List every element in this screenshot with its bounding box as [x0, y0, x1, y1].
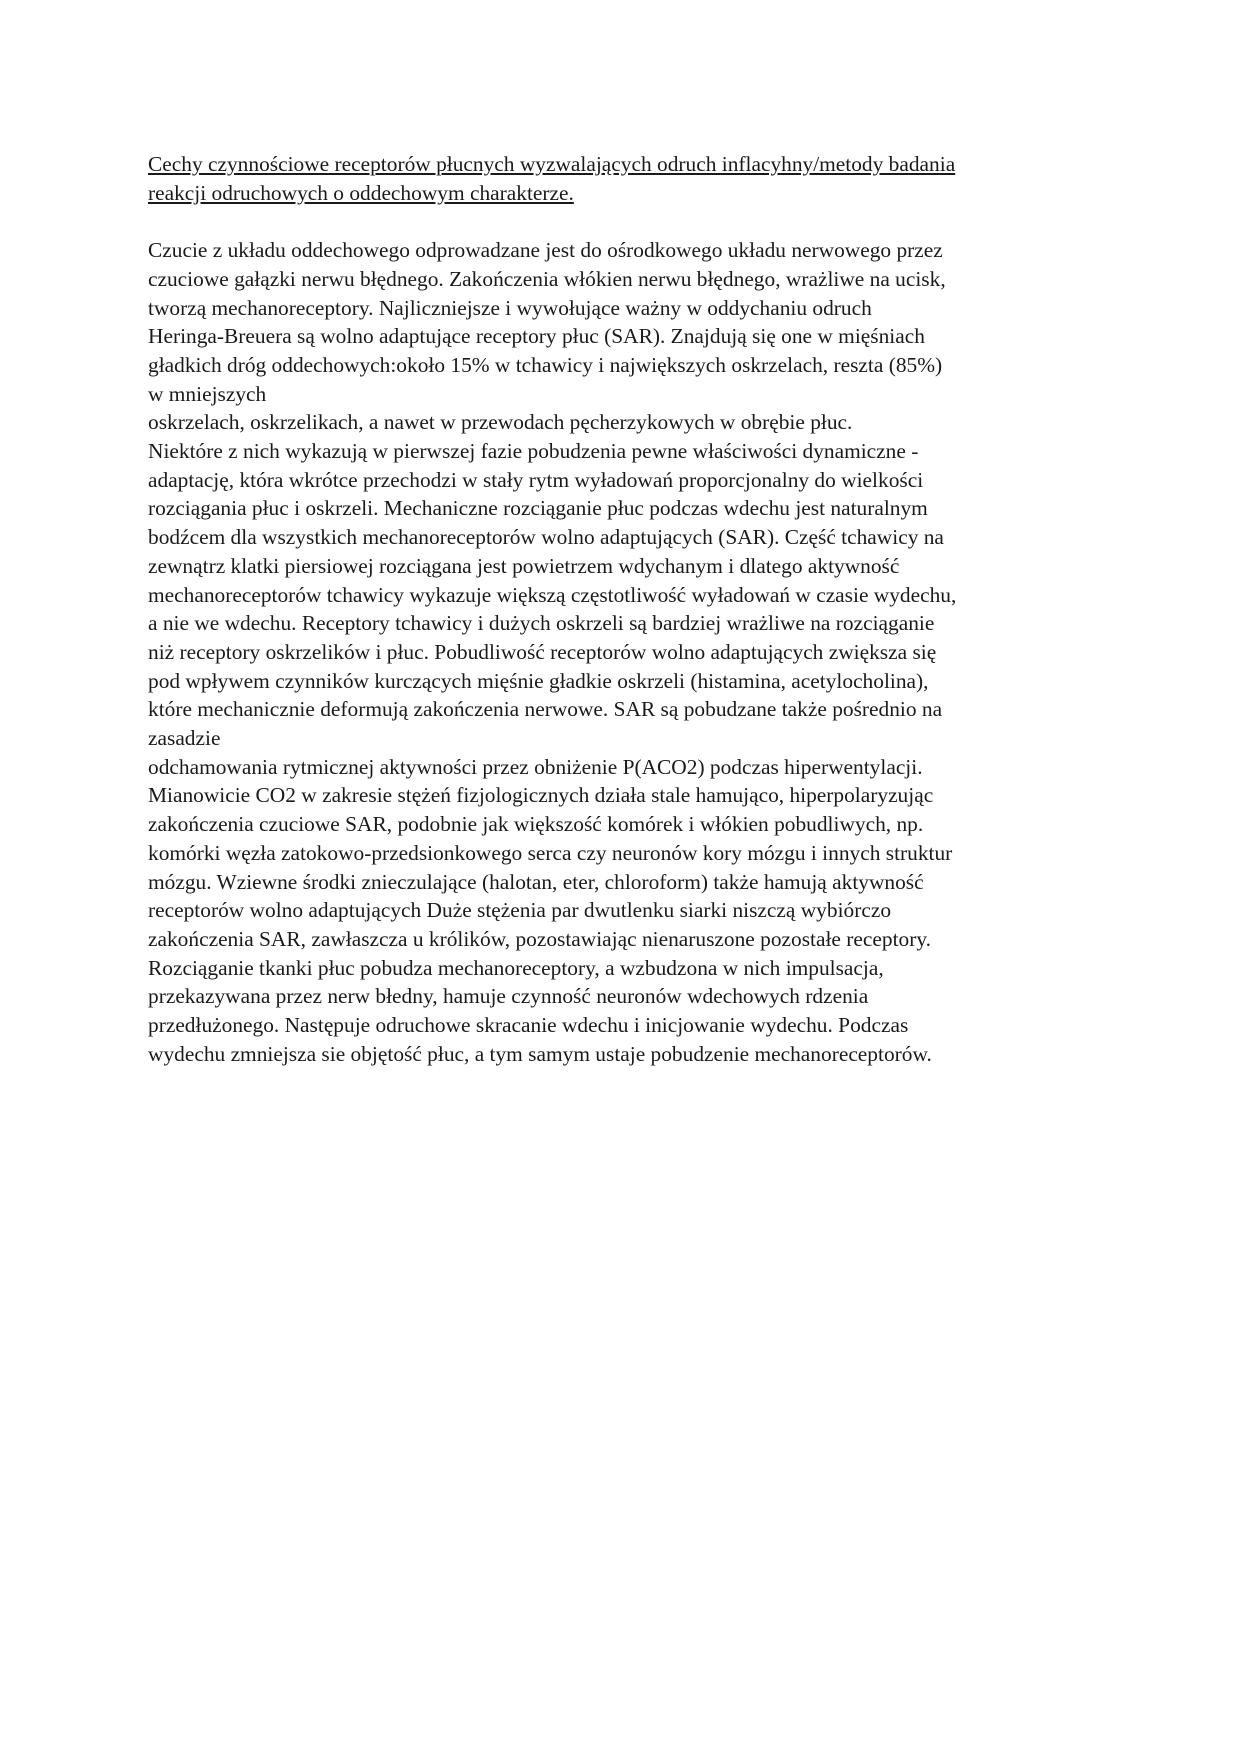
- body-line: mózgu. Wziewne środki znieczulające (halotan, eter, chloroform) także hamują aktywność: [148, 869, 924, 894]
- body-line: Czucie z układu oddechowego odprowadzane jest do ośrodkowego układu nerwowego przez: [148, 238, 943, 263]
- body-line: oskrzelach, oskrzelikach, a nawet w przewodach pęcherzykowych w obrębie płuc.: [148, 410, 853, 435]
- body-line: przedłużonego. Następuje odruchowe skracanie wdechu i inicjowanie wydechu. Podczas: [148, 1013, 909, 1038]
- body-line: adaptację, która wkrótce przechodzi w stały rytm wyładowań proporcjonalny do wielkości: [148, 467, 924, 492]
- body-line: Niektóre z nich wykazują w pierwszej fazie pobudzenia pewne właściwości dynamiczne -: [148, 439, 919, 464]
- title-line: Cechy czynnościowe receptorów płucnych wyzwalających odruch inflacyhny/metody badania: [148, 152, 956, 176]
- body-line: a nie we wdechu. Receptory tchawicy i dużych oskrzeli są bardziej wrażliwe na rozciąganie: [148, 611, 935, 636]
- body-line: zakończenia SAR, zawłaszcza u królików, pozostawiając nienaruszone pozostałe receptory.: [148, 926, 931, 951]
- body-line: rozciągania płuc i oskrzeli. Mechaniczne rozciąganie płuc podczas wdechu jest naturalnym: [148, 496, 928, 521]
- body-line: w mniejszych: [148, 381, 267, 406]
- body-line: czuciowe gałązki nerwu błędnego. Zakończenia włókien nerwu błędnego, wrażliwe na ucisk,: [148, 266, 946, 291]
- body-line: bodźcem dla wszystkich mechanoreceptorów wolno adaptujących (SAR). Część tchawicy na: [148, 525, 944, 550]
- body-line: pod wpływem czynników kurczących mięśnie gładkie oskrzeli (histamina, acetylocholina),: [148, 668, 929, 693]
- body-line: które mechanicznie deformują zakończenia nerwowe. SAR są pobudzane także pośrednio na: [148, 697, 943, 722]
- document-title: [148, 150, 1098, 207]
- body-paragraph: [148, 236, 1098, 1068]
- title-line: reakcji odruchowych o oddechowym charakterze.: [148, 180, 574, 205]
- body-line: Rozciąganie tkanki płuc pobudza mechanoreceptory, a wzbudzona w nich impulsacja,: [148, 955, 884, 980]
- body-line: zakończenia czuciowe SAR, podobnie jak większość komórek i włókien pobudliwych, np.: [148, 812, 924, 837]
- paragraph-gap: [148, 207, 1098, 236]
- body-line: odchamowania rytmicznej aktywności przez obniżenie P(ACO2) podczas hiperwentylacji.: [148, 754, 923, 779]
- body-line: komórki węzła zatokowo-przedsionkowego serca czy neuronów kory mózgu i innych struktur: [148, 840, 953, 865]
- document-content: [148, 150, 1098, 1068]
- body-line: niż receptory oskrzelików i płuc. Pobudliwość receptorów wolno adaptujących zwiększa się: [148, 639, 937, 664]
- body-line: Mianowicie CO2 w zakresie stężeń fizjologicznych działa stale hamująco, hiperpolaryzując: [148, 783, 934, 808]
- body-line: tworzą mechanoreceptory. Najliczniejsze i wywołujące ważny w oddychaniu odruch: [148, 295, 872, 320]
- body-line: Heringa-Breuera są wolno adaptujące receptory płuc (SAR). Znajdują się one w mięśniach: [148, 324, 925, 349]
- body-line: gładkich dróg oddechowych:około 15% w tchawicy i największych oskrzelach, reszta (85%): [148, 352, 943, 377]
- body-line: przekazywana przez nerw błedny, hamuje czynność neuronów wdechowych rdzenia: [148, 984, 869, 1009]
- body-line: zewnątrz klatki piersiowej rozciągana jest powietrzem wdychanym i dlatego aktywność: [148, 553, 900, 578]
- body-line: mechanoreceptorów tchawicy wykazuje większą częstotliwość wyładowań w czasie wydechu,: [148, 582, 957, 607]
- body-line: zasadzie: [148, 726, 221, 751]
- body-line: receptorów wolno adaptujących Duże stężenia par dwutlenku siarki niszczą wybiórczo: [148, 898, 892, 923]
- body-line: wydechu zmniejsza sie objętość płuc, a tym samym ustaje pobudzenie mechanoreceptorów.: [148, 1041, 932, 1066]
